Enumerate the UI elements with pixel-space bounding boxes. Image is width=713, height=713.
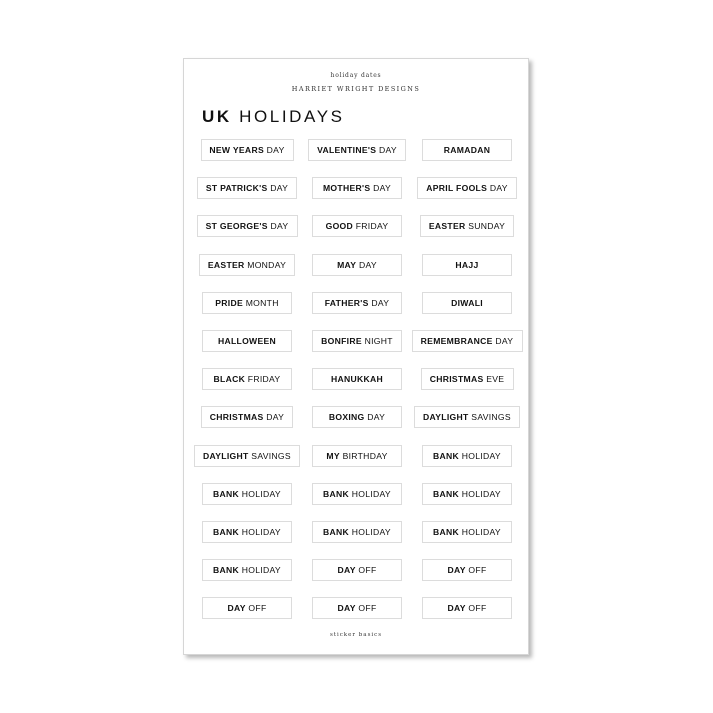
sticker-label — [422, 597, 512, 619]
sticker-bold-text: BLACK — [213, 374, 246, 385]
sticker-bold-text: APRIL FOOLS — [426, 183, 488, 194]
sticker-bold-text: RAMADAN — [443, 145, 491, 155]
sticker-bold-text: MY — [326, 450, 340, 461]
sticker-regular-text: SAVINGS — [468, 412, 511, 423]
sticker-label — [202, 597, 292, 619]
sticker-regular-text: HOLIDAY — [349, 488, 391, 499]
sticker-label — [422, 559, 512, 581]
sticker-label — [312, 406, 402, 428]
sticker-regular-text: MONDAY — [244, 259, 287, 270]
sticker-regular-text: OFF — [355, 565, 377, 576]
brand-name: HARRIET WRIGHT DESIGNS — [291, 85, 421, 93]
sticker-regular-text: DAY — [263, 412, 285, 423]
sticker-label — [312, 292, 402, 314]
sticker-bold-text: DAY — [227, 603, 246, 614]
sticker-regular-text: DAY — [492, 336, 514, 346]
sticker-label — [199, 254, 295, 276]
sticker-regular-text: OFF — [465, 603, 487, 614]
sticker-label — [197, 215, 298, 237]
sticker-label — [202, 368, 292, 390]
sticker-regular-text: DAY — [376, 145, 397, 155]
sticker-regular-text: DAY — [356, 259, 377, 270]
sticker-label — [202, 330, 292, 352]
sticker-regular-text: HOLIDAY — [459, 527, 501, 537]
sticker-bold-text: HALLOWEEN — [217, 336, 277, 346]
sticker-label — [201, 406, 293, 428]
sticker-bold-text: VALENTINE'S — [317, 145, 377, 155]
sticker-bold-text: EASTER — [207, 259, 245, 270]
sticker-bold-text: ST PATRICK'S — [205, 183, 268, 194]
sticker-regular-text: SAVINGS — [248, 450, 291, 461]
sticker-regular-text: DAY — [487, 183, 508, 194]
sticker-label — [312, 254, 402, 276]
sticker-bold-text: BANK — [323, 488, 350, 499]
sticker-regular-text: EVE — [483, 374, 505, 385]
sticker-bold-text: CHRISTMAS — [209, 412, 264, 423]
sticker-label — [312, 483, 402, 505]
sticker-bold-text: ST GEORGE'S — [205, 221, 268, 232]
sticker-bold-text: MOTHER'S — [322, 183, 371, 194]
sticker-label — [412, 330, 523, 352]
sticker-label — [417, 177, 517, 199]
sticker-bold-text: BANK — [433, 450, 460, 461]
sticker-sheet — [183, 58, 529, 655]
sticker-label — [422, 139, 512, 161]
sheet-subtitle: holiday dates — [330, 72, 382, 79]
sticker-label — [422, 483, 512, 505]
sticker-regular-text: HOLIDAY — [459, 488, 501, 499]
sticker-bold-text: BANK — [213, 565, 240, 576]
sticker-label — [312, 521, 402, 543]
sticker-label — [201, 139, 294, 161]
sticker-label — [308, 139, 406, 161]
sticker-bold-text: DAYLIGHT — [203, 450, 249, 461]
sticker-bold-text: BANK — [213, 488, 240, 499]
sticker-label — [202, 292, 292, 314]
sticker-bold-text: HAJJ — [455, 259, 479, 270]
sticker-bold-text: DAY — [337, 565, 356, 576]
sticker-regular-text: NIGHT — [361, 336, 393, 346]
title-bold: UK — [202, 107, 232, 126]
sticker-label — [312, 597, 402, 619]
sticker-label — [312, 368, 402, 390]
sticker-bold-text: NEW YEARS — [209, 145, 264, 155]
sticker-bold-text: FATHER'S — [324, 297, 369, 308]
sticker-regular-text: OFF — [355, 603, 377, 614]
sticker-regular-text: DAY — [370, 183, 392, 194]
sticker-regular-text: HOLIDAY — [239, 527, 281, 537]
sticker-bold-text: DIWALI — [451, 297, 483, 308]
sticker-regular-text: MONTH — [243, 297, 279, 308]
sticker-regular-text: FRIDAY — [245, 374, 281, 385]
sticker-label — [202, 559, 292, 581]
sticker-regular-text: DAY — [364, 412, 386, 423]
sticker-label — [197, 177, 297, 199]
sticker-bold-text: DAY — [447, 565, 466, 576]
sticker-regular-text: FRIDAY — [353, 221, 389, 232]
sticker-regular-text: DAY — [368, 297, 390, 308]
sticker-label — [422, 445, 512, 467]
sticker-regular-text: HOLIDAY — [459, 450, 501, 461]
sticker-bold-text: GOOD — [325, 221, 354, 232]
sticker-regular-text: BIRTHDAY — [339, 450, 388, 461]
sticker-label — [422, 292, 512, 314]
sheet-footer: sticker basics — [329, 632, 383, 638]
sticker-label — [312, 445, 402, 467]
sticker-regular-text: SUNDAY — [465, 221, 506, 232]
sticker-bold-text: BANK — [323, 527, 350, 537]
sticker-label — [202, 483, 292, 505]
sticker-label — [414, 406, 520, 428]
sticker-regular-text: HOLIDAY — [239, 565, 281, 576]
sticker-regular-text: OFF — [465, 565, 487, 576]
title-rest: HOLIDAYS — [239, 107, 345, 126]
sticker-regular-text: HOLIDAY — [349, 527, 391, 537]
sticker-label — [312, 177, 402, 199]
sticker-bold-text: HANUKKAH — [330, 374, 384, 385]
sticker-label — [422, 521, 512, 543]
sticker-bold-text: BANK — [433, 527, 460, 537]
sticker-bold-text: BOXING — [328, 412, 365, 423]
sticker-label — [420, 215, 514, 237]
sticker-regular-text: HOLIDAY — [239, 488, 281, 499]
sticker-regular-text: DAY — [263, 145, 285, 155]
sticker-label — [421, 368, 514, 390]
sticker-bold-text: MAY — [337, 259, 357, 270]
sticker-bold-text: PRIDE — [215, 297, 244, 308]
sticker-regular-text: DAY — [267, 183, 289, 194]
page-title — [202, 107, 345, 127]
sticker-label — [202, 521, 292, 543]
sticker-label — [312, 215, 402, 237]
sticker-bold-text: EASTER — [428, 221, 466, 232]
sticker-label — [312, 330, 402, 352]
sticker-bold-text: BANK — [433, 488, 460, 499]
sticker-bold-text: CHRISTMAS — [429, 374, 484, 385]
sticker-label — [422, 254, 512, 276]
sticker-label — [194, 445, 300, 467]
sticker-label — [312, 559, 402, 581]
sticker-bold-text: DAY — [447, 603, 466, 614]
sticker-regular-text: DAY — [267, 221, 289, 232]
sticker-bold-text: BANK — [213, 527, 240, 537]
sticker-bold-text: REMEMBRANCE — [420, 336, 493, 346]
sticker-bold-text: DAY — [337, 603, 356, 614]
sticker-bold-text: DAYLIGHT — [423, 412, 469, 423]
sticker-bold-text: BONFIRE — [321, 336, 362, 346]
sticker-regular-text: OFF — [245, 603, 267, 614]
